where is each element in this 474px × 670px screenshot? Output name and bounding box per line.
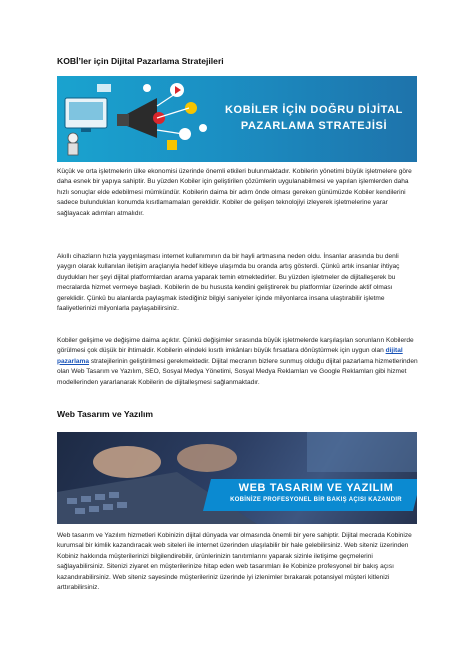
paragraph	[57, 336, 419, 388]
page-title: KOBİ’ler için Dijital Pazarlama Stratejileri	[57, 56, 224, 66]
web-design-banner-image	[57, 432, 417, 524]
paragraph: Akıllı cihazların hızla yaygınlaşması internet kullanımının da bir hayli artmasına neden oldu. İnsanlar arasında bu denli yaygın olarak kullanılan iletişim araçlarıyla hedef kitleye ulaşımda bu oranda artış gösterdi. Çünkü artık insanlar ihtiyaç duydukları her şeyi dijital platformlardan arama yaparak temin etmektedirler. Bu yüzden işletmeler de dijitalleşerek bu mecralarda hizmet vermeye başladı. Kobilerin de bu hususta kendini geliştirerek bu platformlar üzerinde aktif olması gereklidir. Çünkü bu alanlarda paylaşmak istediğiniz bilgiyi saniyeler içinde milyonlarca insana ulaştırabilir işletme faaliyetlerinizi milyonlarla paylaşabilirsiniz.	[57, 253, 400, 313]
banner-headline-line2: PAZARLAMA STRATEJİSİ	[240, 120, 388, 132]
digital-marketing-illustration	[57, 76, 417, 162]
paragraph: Web tasarım ve Yazılım hizmetleri Kobinizin dijital dünyada var olmasında önemli bir yere sahiptir. Dijital mecrada Kobinize kurumsal bir kimlik kazandıracak web siteleri ile internet üzerinden ulaşılabilir bir hale gelebilirsiniz. Web siteniz üzerinden Kobiniz hakkında müşterilerinizi bilgilendirebilir, ürünlerinizin tanıtımlarını yaparak sizinle iletişime geçmelerini sağlayabilirsiniz. Sitenizi ziyaret en müşterilerinize hitap eden web tasarımları ile Kobinize profesyonel bir bakış açısı kazandırabilirsiniz. Web siteniz sayesinde müşterileriniz üzerinde iyi izlenimler bırakarak potansiyel müşteri kitlenizi arttırabilirsiniz.	[57, 532, 412, 592]
paragraph-text: stratejilerinin geliştirilmesi gerekmektedir. Dijital mecranın bizlere sunmuş olduğu dijital pazarlama hizmetlerinden olan Web Tasarım ve Yazılım, SEO, Sosyal Medya Yönetimi, Sosyal Medya Reklamları ve Google Reklamları gibi hizmet modellerinden yararlanarak Kobilerin de dijitalleşmesi sağlanmaktadır.	[57, 357, 418, 386]
banner2-headline-line2: KOBİNİZE PROFESYONEL BİR BAKIŞ AÇISI KAZANDIR	[230, 497, 402, 503]
section-heading: Web Tasarım ve Yazılım	[57, 409, 154, 419]
dijital-pazarlama-link[interactable]: dijital pazarlama	[57, 347, 403, 365]
banner2-headline-line1: WEB TASARIM VE YAZILIM	[238, 482, 394, 494]
paragraph-text: Kobiler gelişime ve değişime daima açıktır. Çünkü değişimler sırasında büyük işletmelerde karşılaşılan sorunların Kobilerde görülmesi çok düşük bir ihtimaldir. Kobilerin elindeki kısıtlı imkânları büyük fırsatlara dönüştürmek için uygun olan	[57, 337, 414, 355]
banner-headline-line1: KOBİLER İÇİN DOĞRU DİJİTAL	[225, 104, 403, 116]
hero-banner-image	[57, 76, 417, 162]
paragraph: Küçük ve orta işletmelerin ülke ekonomisi üzerinde önemli etkileri bulunmaktadır. Kobilerin yönetimi büyük işletmelere göre daha esnek bir yapıya sahiptir. Bu yüzden Kobiler için geliştirilen çözümlerin uygulanabilmesi ve yapılan işlemlerden daha hızlı sonuçlar elde edebilmesi mümkündür. Kobilerin daima bir adım önde olması gereken günümüzde Kobiler kendilerini sadece bulundukları konumda kısıtlamamaları gereklidir. Kobiler de gelişen teknolojiyi izleyerek işletmelerine yarar sağlayacak adımları atmalıdır.	[57, 168, 412, 217]
